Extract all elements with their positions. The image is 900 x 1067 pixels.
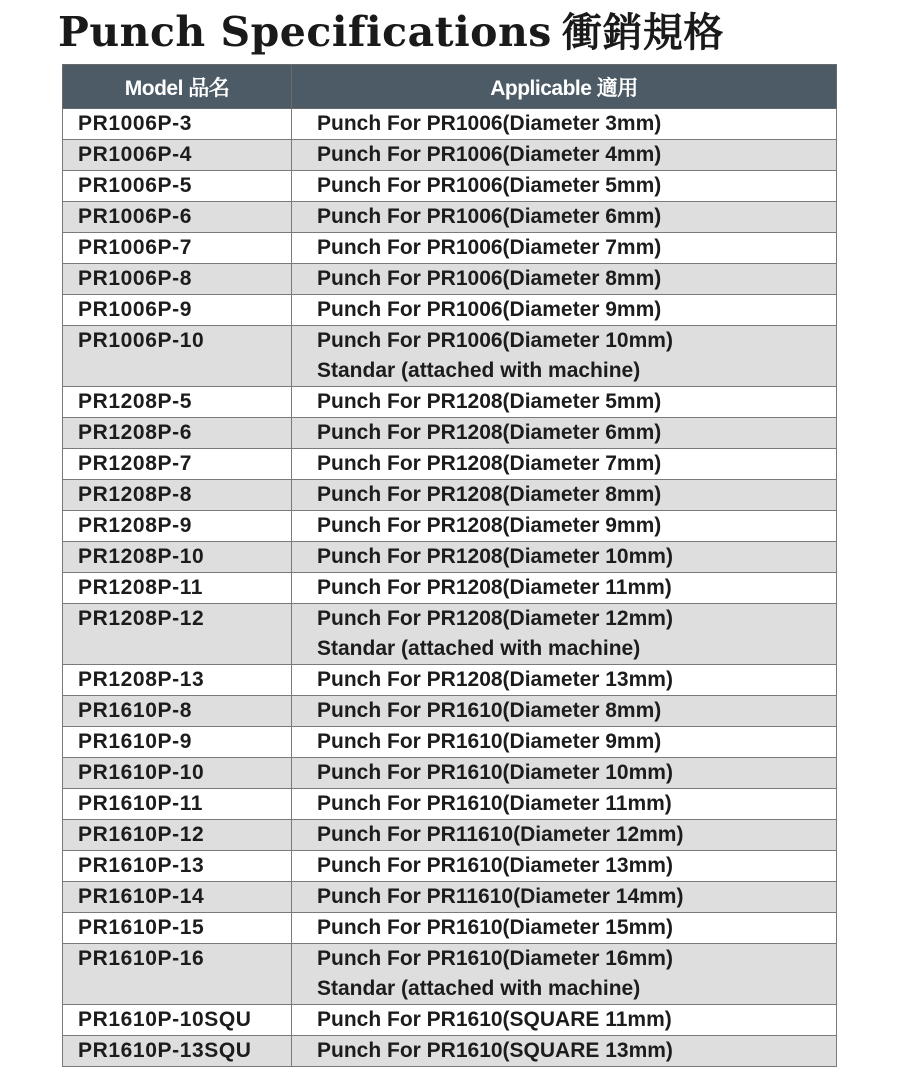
applicable-cell [292,140,837,171]
applicable-cell [292,418,837,449]
applicable-cell [292,511,837,542]
applicable-cell [292,109,837,140]
applicable-cell [292,480,837,511]
applicable-cell [292,171,837,202]
table-row [63,140,837,171]
table-row [63,542,837,573]
table-row [63,233,837,264]
applicable-cell [292,696,837,727]
applicable-line: Punch For PR11610(Diameter 12mm) [317,823,684,846]
applicable-line: Punch For PR1610(Diameter 8mm) [317,699,662,722]
model-cell: PR1610P-16 [63,944,292,1005]
applicable-cell [292,1005,837,1036]
model-cell: PR1208P-13 [63,665,292,696]
model-cell: PR1208P-12 [63,604,292,665]
model-cell: PR1006P-5 [63,171,292,202]
table-row [63,851,837,882]
applicable-line: Punch For PR1208(Diameter 8mm) [317,483,662,506]
applicable-line: Punch For PR1610(SQUARE 13mm) [317,1039,673,1062]
table-row [63,696,837,727]
model-cell: PR1208P-8 [63,480,292,511]
table-row [63,480,837,511]
table-row [63,418,837,449]
applicable-line: Standar (attached with machine) [317,977,641,1000]
model-cell: PR1610P-14 [63,882,292,913]
model-cell: PR1006P-7 [63,233,292,264]
applicable-line: Punch For PR1208(Diameter 6mm) [317,421,662,444]
table-row [63,604,837,665]
applicable-line: Standar (attached with machine) [317,637,641,660]
applicable-cell [292,387,837,418]
applicable-line: Punch For PR1208(Diameter 5mm) [317,390,662,413]
applicable-line: Punch For PR1006(Diameter 6mm) [317,205,662,228]
applicable-line: Punch For PR1006(Diameter 10mm) [317,329,673,352]
applicable-cell [292,913,837,944]
applicable-cell [292,202,837,233]
applicable-line: Punch For PR1610(SQUARE 11mm) [317,1008,672,1031]
model-cell: PR1610P-11 [63,789,292,820]
applicable-line: Punch For PR1006(Diameter 8mm) [317,267,662,290]
applicable-line: Punch For PR1610(Diameter 9mm) [317,730,662,753]
applicable-line: Punch For PR1208(Diameter 9mm) [317,514,662,537]
model-cell: PR1610P-10SQU [63,1005,292,1036]
table-row [63,264,837,295]
table-body [63,109,837,1067]
applicable-line: Punch For PR1006(Diameter 9mm) [317,298,662,321]
table-row [63,1036,837,1067]
applicable-line: Punch For PR11610(Diameter 14mm) [317,885,684,908]
model-cell: PR1006P-4 [63,140,292,171]
column-header-model: Model 品名 [63,65,292,109]
model-cell: PR1006P-3 [63,109,292,140]
applicable-line: Punch For PR1006(Diameter 5mm) [317,174,662,197]
applicable-line: Punch For PR1208(Diameter 12mm) [317,607,673,630]
applicable-line: Punch For PR1006(Diameter 4mm) [317,143,662,166]
table-row [63,511,837,542]
applicable-line: Punch For PR1006(Diameter 7mm) [317,236,662,259]
model-cell: PR1610P-13SQU [63,1036,292,1067]
applicable-cell [292,1036,837,1067]
table-row [63,727,837,758]
applicable-line: Punch For PR1610(Diameter 13mm) [317,854,673,877]
model-cell: PR1208P-11 [63,573,292,604]
model-cell: PR1610P-9 [63,727,292,758]
applicable-line: Punch For PR1208(Diameter 7mm) [317,452,662,475]
model-cell: PR1208P-6 [63,418,292,449]
model-cell: PR1006P-6 [63,202,292,233]
model-cell: PR1610P-13 [63,851,292,882]
table-row [63,913,837,944]
applicable-line: Punch For PR1208(Diameter 13mm) [317,668,673,691]
applicable-cell [292,264,837,295]
table-header-row [63,65,837,109]
applicable-cell [292,295,837,326]
table-row [63,882,837,913]
model-cell: PR1006P-8 [63,264,292,295]
page-title-english: Punch Specifications [58,8,552,56]
table-row [63,573,837,604]
punch-spec-table [62,64,837,1067]
table-row [63,820,837,851]
page-title [58,4,724,60]
applicable-cell [292,604,837,665]
table-row [63,171,837,202]
applicable-cell [292,789,837,820]
applicable-line: Punch For PR1610(Diameter 11mm) [317,792,672,815]
page-title-chinese: 衝銷規格 [561,10,724,56]
applicable-line: Punch For PR1610(Diameter 16mm) [317,947,673,970]
applicable-cell [292,727,837,758]
applicable-cell [292,449,837,480]
model-cell: PR1006P-9 [63,295,292,326]
applicable-cell [292,542,837,573]
applicable-cell [292,851,837,882]
applicable-cell [292,573,837,604]
table-row [63,449,837,480]
applicable-line: Punch For PR1006(Diameter 3mm) [317,112,662,135]
model-cell: PR1208P-9 [63,511,292,542]
applicable-cell [292,820,837,851]
column-header-applicable: Applicable 適用 [292,65,837,109]
applicable-cell [292,326,837,387]
model-cell: PR1208P-7 [63,449,292,480]
model-cell: PR1006P-10 [63,326,292,387]
table-row [63,387,837,418]
model-cell: PR1610P-12 [63,820,292,851]
model-cell: PR1610P-10 [63,758,292,789]
table-row [63,202,837,233]
model-cell: PR1208P-5 [63,387,292,418]
table-row [63,944,837,1005]
table-row [63,665,837,696]
model-cell: PR1610P-15 [63,913,292,944]
table-row [63,109,837,140]
model-cell: PR1208P-10 [63,542,292,573]
applicable-cell [292,882,837,913]
applicable-cell [292,233,837,264]
applicable-line: Standar (attached with machine) [317,359,641,382]
applicable-line: Punch For PR1208(Diameter 10mm) [317,545,673,568]
model-cell: PR1610P-8 [63,696,292,727]
table-row [63,758,837,789]
applicable-line: Punch For PR1610(Diameter 10mm) [317,761,673,784]
applicable-line: Punch For PR1208(Diameter 11mm) [317,576,672,599]
applicable-cell [292,665,837,696]
applicable-cell [292,944,837,1005]
table-row [63,789,837,820]
table-row [63,295,837,326]
table-row [63,1005,837,1036]
applicable-cell [292,758,837,789]
applicable-line: Punch For PR1610(Diameter 15mm) [317,916,673,939]
table-row [63,326,837,387]
